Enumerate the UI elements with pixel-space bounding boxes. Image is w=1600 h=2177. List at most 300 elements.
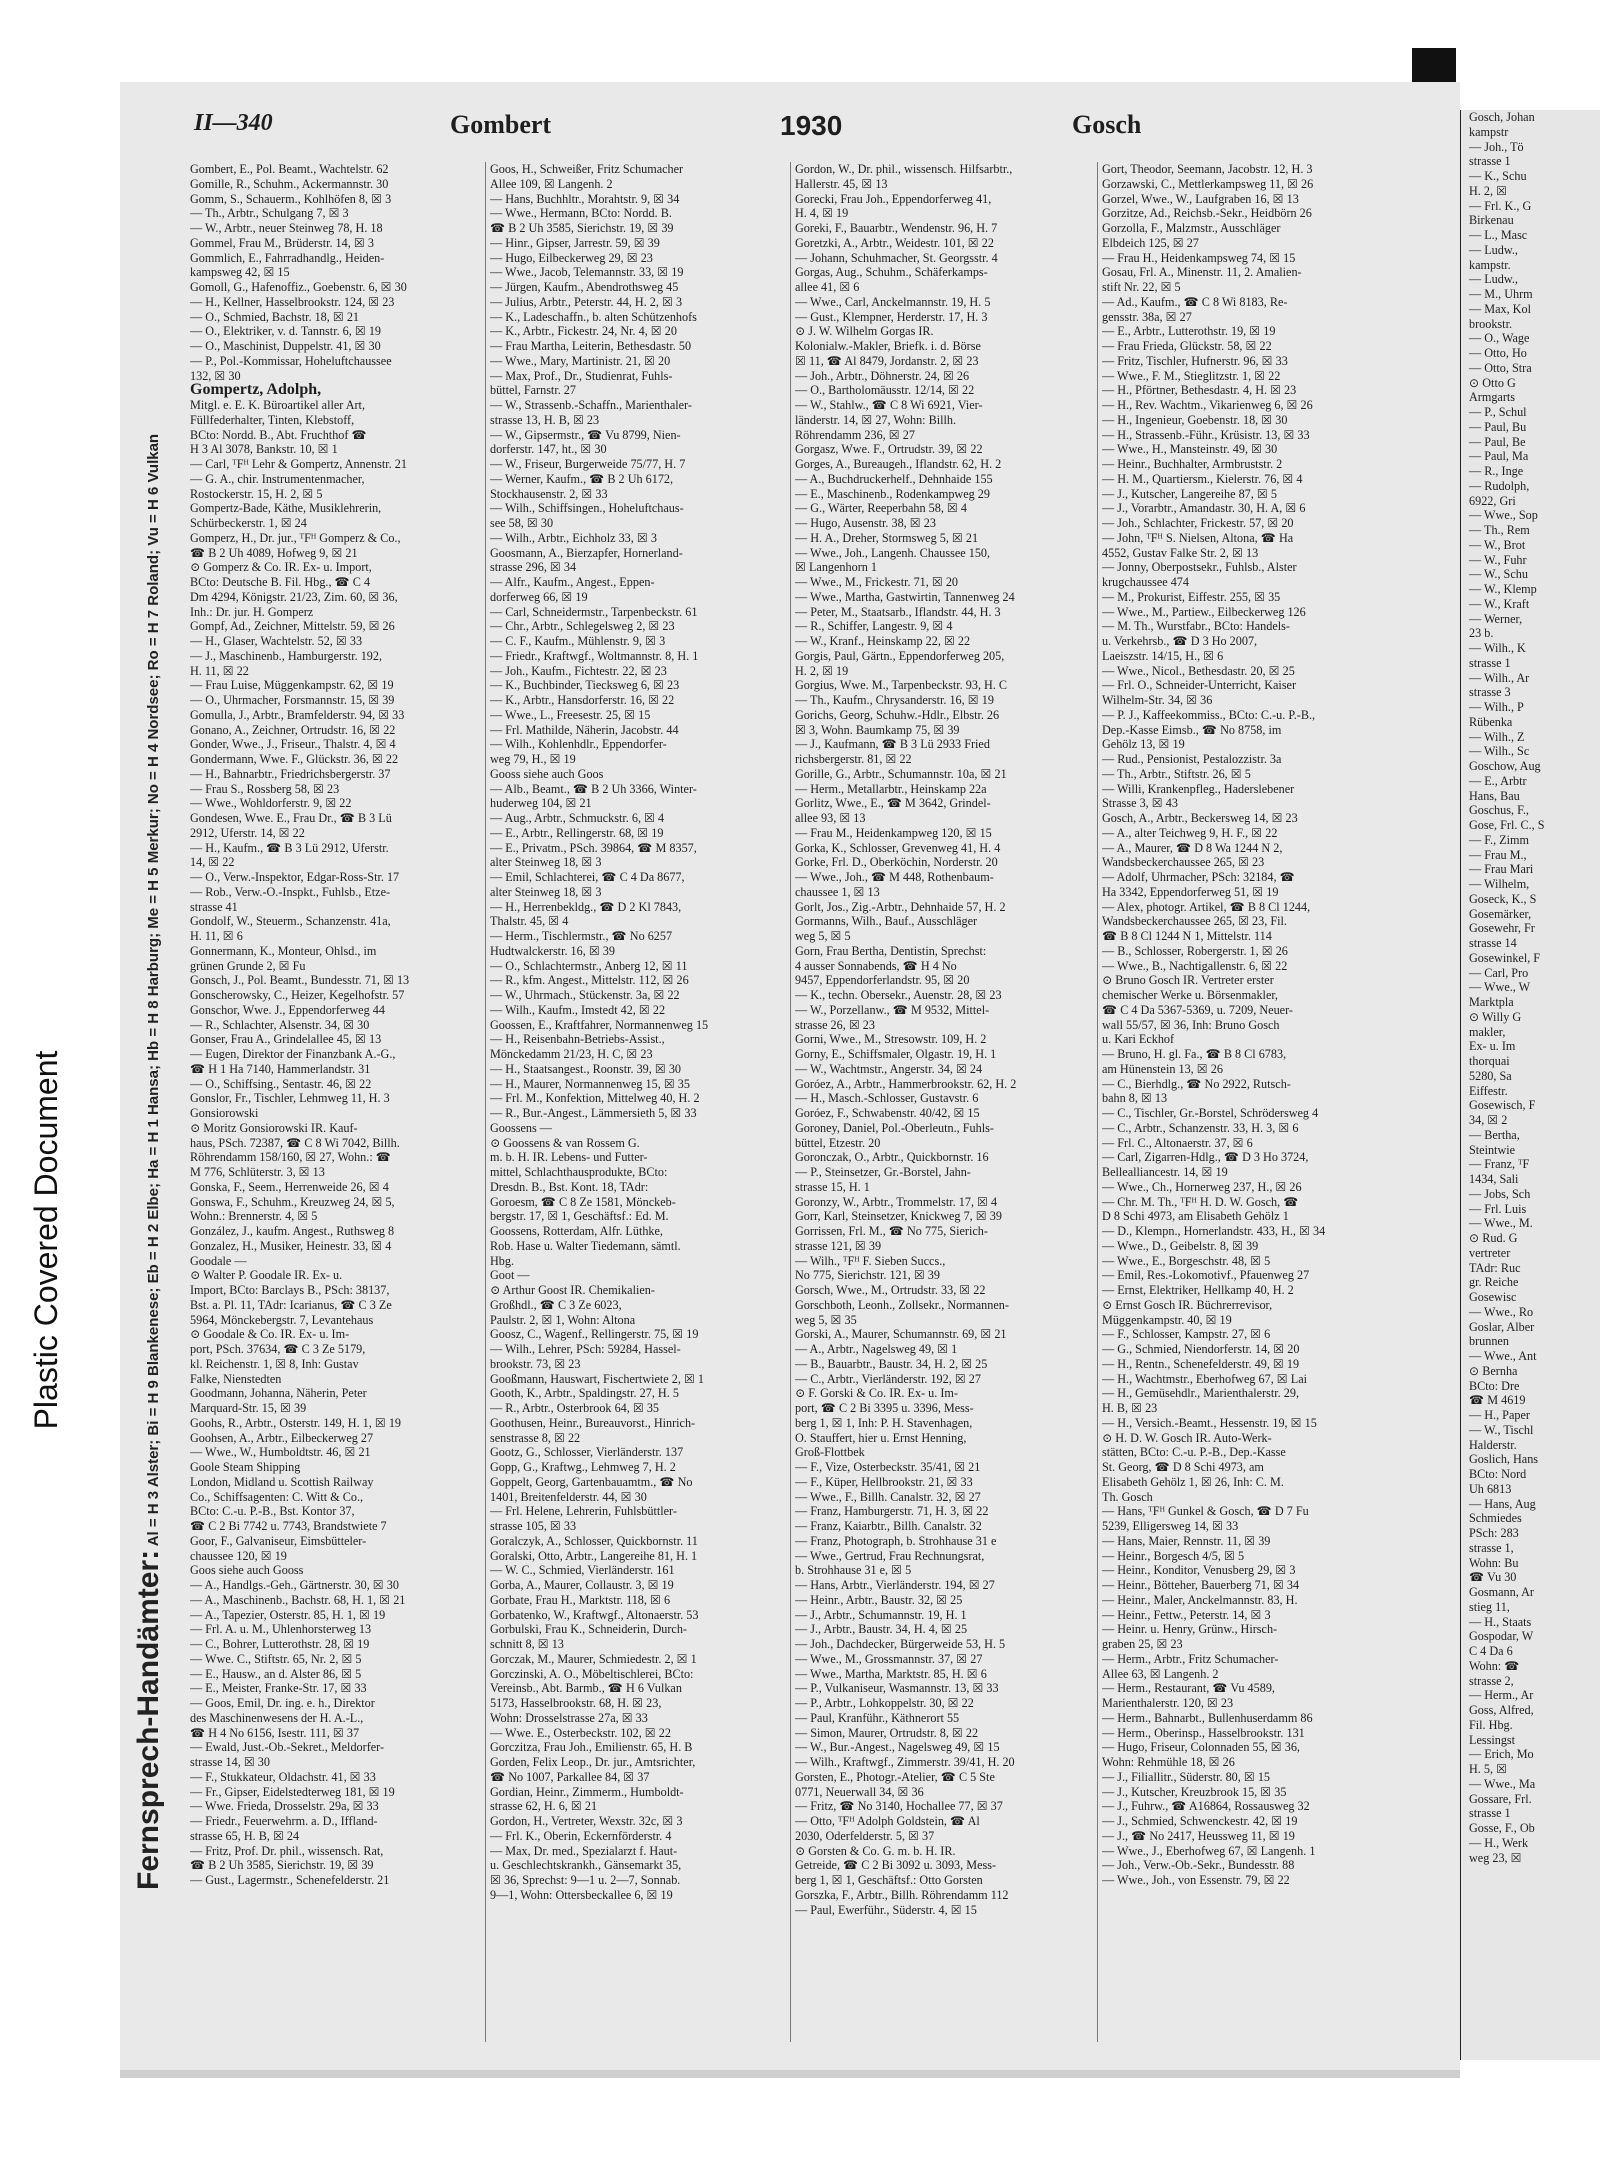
- directory-entry-line: ⊙ Moritz Gonsiorowski IR. Kauf-: [190, 1120, 358, 1135]
- directory-entry-line: — Heinr., Buchhalter, Armbruststr. 2: [1102, 457, 1283, 471]
- directory-entry-line: H. 4, ☒ 19: [795, 206, 849, 221]
- directory-entry-line: — Joh., Schlachter, Frickestr. 57, ☒ 20: [1102, 516, 1294, 530]
- adjacent-page-line: BCto: Nord: [1469, 1467, 1527, 1481]
- adjacent-page-line: 23 b.: [1469, 626, 1494, 641]
- directory-entry-line: Gondesen, Wwe. E., Frau Dr., ☎ B 3 Lü: [190, 811, 392, 825]
- directory-entry-line: länderstr. 14, ☒ 27, Wohn: Billh.: [795, 412, 957, 427]
- directory-entry-line: Bst. a. Pl. 11, TAdr: Icarianus, ☎ C 3 Ze: [190, 1297, 392, 1312]
- directory-entry-line: Gooth, K., Arbtr., Spaldingstr. 27, H. 5: [490, 1386, 679, 1401]
- page-number: II—340: [194, 110, 273, 136]
- directory-entry-line: u. Verkehrsb., ☎ D 3 Ho 2007,: [1102, 634, 1258, 648]
- directory-entry-line: Goroesm, ☎ C 8 Ze 1581, Mönckeb-: [490, 1194, 676, 1209]
- directory-entry-line: — Max, Dr. med., Spezialarzt f. Haut-: [490, 1843, 678, 1858]
- adjacent-page-line: Fil. Hbg.: [1469, 1717, 1513, 1732]
- directory-entry-line: Gooss siehe auch Goos: [490, 766, 604, 781]
- directory-entry-line: Röhrendamm 158/160, ☒ 27, Wohn.: ☎: [190, 1150, 391, 1165]
- directory-entry-line: Mitgl. e. E. K. Büroartikel aller Art,: [190, 398, 365, 412]
- adjacent-page-line: — Joh., Tö: [1469, 139, 1524, 154]
- adjacent-page-line: — Frl. Luis: [1469, 1201, 1527, 1216]
- directory-entry-line: ⊙ Gomperz & Co. IR. Ex- u. Import,: [190, 560, 372, 575]
- directory-entry-line: see 58, ☒ 30: [490, 516, 554, 530]
- directory-entry-line: — Julius, Arbtr., Peterstr. 44, H. 2, ☒ 3: [490, 294, 683, 309]
- directory-entry-line: — W., Gipsermstr., ☎ Vu 8799, Nien-: [490, 427, 681, 442]
- directory-entry-line: — Wwe., M., Grossmannstr. 37, ☒ 27: [795, 1651, 983, 1666]
- directory-entry-line: strasse 105, ☒ 33: [490, 1519, 577, 1533]
- directory-entry-line: — Aug., Arbtr., Schmuckstr. 6, ☒ 4: [490, 811, 665, 825]
- directory-entry-line: ☎ B 8 Cl 1244 N 1, Mittelstr. 114: [1102, 929, 1272, 943]
- directory-entry-line: Gorski, A., Maurer, Schumannstr. 69, ☒ 21: [795, 1327, 1007, 1342]
- directory-entry-line: Goretzki, A., Arbtr., Weidestr. 101, ☒ 22: [795, 235, 994, 250]
- directory-entry-line: Gorba, A., Maurer, Collaustr. 3, ☒ 19: [490, 1578, 674, 1592]
- adjacent-page-line: kampstr.: [1469, 257, 1511, 272]
- directory-entry-line: ☒ 3, Wohn. Baumkamp 75, ☒ 39: [795, 722, 960, 737]
- directory-entry-line: Gorille, G., Arbtr., Schumannstr. 10a, ☒ 21: [795, 766, 1007, 781]
- directory-entry-line: Gordon, H., Vertreter, Wexstr. 32c, ☒ 3: [490, 1814, 683, 1828]
- directory-entry-line: graben 25, ☒ 23: [1102, 1637, 1183, 1651]
- directory-entry-line: — Wilh., Kohlenhdlr., Eppendorfer-: [490, 737, 667, 752]
- directory-entry-line: — F., Stukkateur, Oldachstr. 41, ☒ 33: [190, 1769, 376, 1784]
- directory-entry-line: 9457, Eppendorferlandstr. 95, ☒ 20: [795, 973, 970, 988]
- directory-entry-line: 5239, Elligersweg 14, ☒ 33: [1102, 1519, 1239, 1533]
- directory-entry-line: Hudtwalckerstr. 16, ☒ 39: [490, 943, 615, 958]
- directory-entry-line: Gorr, Karl, Steinsetzer, Knickweg 7, ☒ 39: [795, 1209, 1002, 1224]
- directory-column-3: [795, 162, 1087, 2042]
- adjacent-page-line: Hans, Bau: [1469, 788, 1520, 803]
- directory-entry-line: D 8 Schi 4973, am Elisabeth Gehölz 1: [1102, 1209, 1289, 1224]
- adjacent-page-line: — Wilh., Z: [1469, 729, 1525, 744]
- directory-entry-line: 2030, Oderfelderstr. 5, ☒ 37: [795, 1828, 935, 1843]
- directory-entry-line: Goot —: [490, 1268, 530, 1283]
- directory-entry-line: — Wwe., Martha, Marktstr. 85, H. ☒ 6: [795, 1666, 987, 1681]
- adjacent-page-line: H. 2, ☒: [1469, 183, 1508, 198]
- adjacent-page-line: Goseck, K., S: [1469, 891, 1537, 906]
- directory-entry-line: Dm 4294, Königstr. 21/23, Zim. 60, ☒ 36,: [190, 589, 398, 604]
- directory-entry-line: 4552, Gustav Falke Str. 2, ☒ 13: [1102, 545, 1259, 560]
- directory-entry-line: H 3 Al 3078, Bankstr. 10, ☒ 1: [190, 442, 338, 457]
- directory-entry-line: — E., Meister, Franke-Str. 17, ☒ 33: [190, 1681, 367, 1696]
- adjacent-page-line: gr. Reiche: [1469, 1275, 1519, 1290]
- directory-entry-line: Gomperz, H., Dr. jur., ᵀFᴴ Gomperz & Co.,: [190, 530, 401, 545]
- directory-entry-line: Gonzalez, H., Musiker, Heinestr. 33, ☒ 4: [190, 1238, 392, 1253]
- directory-entry-line: — H., Herrenbekldg., ☎ D 2 Kl 7843,: [490, 899, 682, 914]
- directory-entry-line: Goronzy, W., Arbtr., Trommelstr. 17, ☒ 4: [795, 1194, 998, 1209]
- directory-entry-line: Gormanns, Wilh., Bauf., Ausschläger: [795, 914, 978, 929]
- directory-entry-line: strasse 41: [190, 899, 238, 914]
- directory-entry-line: Schürbeckerstr. 1, ☒ 24: [190, 516, 307, 530]
- directory-entry-line: — Wilh., Arbtr., Eichholz 33, ☒ 3: [490, 530, 657, 545]
- directory-entry-line: Gorbulski, Frau K., Schneiderin, Durch-: [490, 1622, 687, 1637]
- adjacent-page-line: kampstr: [1469, 124, 1509, 139]
- directory-entry-line: — H., Wachtmstr., Eberhofweg 67, ☒ Lai: [1102, 1371, 1308, 1386]
- directory-entry-line: — Herm., Oberinsp., Hasselbrookstr. 131: [1102, 1725, 1305, 1740]
- adjacent-page-line: — M., Uhrm: [1469, 287, 1533, 301]
- directory-entry-line: — Herm., Tischlermstr., ☎ No 6257: [490, 929, 673, 943]
- directory-entry-line: — Wwe., Joh., von Essenstr. 79, ☒ 22: [1102, 1873, 1290, 1887]
- adjacent-page-line: ⊙ Otto G: [1469, 375, 1516, 390]
- adjacent-page-line: — Frau Mari: [1469, 862, 1534, 877]
- directory-entry-line: Wandsbeckerchaussee 265, ☒ 23, Fil.: [1102, 914, 1287, 929]
- directory-entry-line: Mönckedamm 21/23, H. C, ☒ 23: [490, 1047, 653, 1061]
- directory-entry-line: Gorrissen, Frl. M., ☎ No 775, Sierich-: [795, 1224, 988, 1238]
- directory-entry-line: weg 79, H., ☒ 19: [490, 752, 576, 766]
- directory-entry-line: — Carl, ᵀFᴴ Lehr & Gompertz, Annenstr. 21: [190, 457, 407, 471]
- directory-entry-line: Import, BCto: Barclays B., PSch: 38137,: [190, 1283, 390, 1297]
- directory-entry-line: — O., Uhrmacher, Forsmannstr. 15, ☒ 39: [190, 693, 395, 707]
- directory-entry-line: — Heinr., Bötteher, Bauerberg 71, ☒ 34: [1102, 1578, 1300, 1592]
- directory-entry-line: Allee 109, ☒ Langenh. 2: [490, 176, 613, 191]
- directory-entry-line: — C., Tischler, Gr.-Borstel, Schrödersweg 4: [1102, 1106, 1319, 1120]
- adjacent-page-line: — Carl, Pro: [1469, 965, 1529, 980]
- directory-entry-line: — Wwe., L., Freesestr. 25, ☒ 15: [490, 707, 651, 722]
- adjacent-page-line: 5280, Sa: [1469, 1068, 1512, 1083]
- directory-entry-line: ⊙ Goossens & van Rossem G.: [490, 1135, 640, 1150]
- directory-entry-line: — A., alter Teichweg 9, H. F., ☒ 22: [1102, 825, 1278, 840]
- running-head: [120, 82, 1460, 152]
- directory-entry-line: Marquard-Str. 15, ☒ 39: [190, 1401, 307, 1415]
- directory-entry-line: 1401, Breitenfelderstr. 44, ☒ 30: [490, 1489, 647, 1504]
- directory-entry-line: Wohn.: Brennerstr. 4, ☒ 5: [190, 1209, 318, 1224]
- adjacent-page-line: — W., Brot: [1469, 537, 1526, 552]
- directory-entry-line: — P., Vulkaniseur, Wasmannstr. 13, ☒ 33: [795, 1681, 999, 1696]
- directory-entry-line: ⊙ Goodale & Co. IR. Ex- u. Im-: [190, 1327, 350, 1342]
- directory-entry-line: H. B, ☒ 23: [1102, 1401, 1158, 1415]
- adjacent-page-line: — Hans, Aug: [1469, 1496, 1536, 1511]
- directory-entry-line: Gorges, A., Bureaugeh., Iflandstr. 62, H. 2: [795, 457, 1002, 471]
- directory-entry-line: alter Steinweg 18, ☒ 3: [490, 855, 602, 870]
- directory-entry-line: Goodale —: [190, 1253, 247, 1268]
- adjacent-page-line: — Wwe., W: [1469, 980, 1531, 995]
- directory-entry-line: — Frl. C., Altonaerstr. 37, ☒ 6: [1102, 1135, 1253, 1150]
- directory-entry-line: — W., Arbtr., neuer Steinweg 78, H. 18: [190, 221, 383, 235]
- directory-entry-line: — Johann, Schuhmacher, St. Georgsstr. 4: [795, 250, 998, 265]
- directory-entry-line: — W., Uhrmach., Stückenstr. 3a, ☒ 22: [490, 988, 680, 1002]
- directory-entry-line: Gopp, G., Kraftwg., Lehmweg 7, H. 2: [490, 1460, 676, 1474]
- directory-entry-line: Rob. Hase u. Walter Tiedemann, sämtl.: [490, 1238, 681, 1253]
- directory-entry-line: Goole Steam Shipping: [190, 1460, 301, 1474]
- directory-entry-line: — J., Kaufmann, ☎ B 3 Lü 2933 Fried: [795, 737, 990, 752]
- adjacent-page-line: — L., Masc: [1469, 228, 1528, 242]
- adjacent-page-line: Goss, Alfred,: [1469, 1703, 1534, 1717]
- adjacent-page-line: — P., Schul: [1469, 405, 1527, 419]
- directory-entry-line: — Willi, Krankenpfleg., Haderslebener: [1102, 781, 1295, 796]
- guide-word-left: Gombert: [450, 110, 552, 139]
- directory-entry-line: ☎ B 2 Uh 4089, Hofweg 9, ☒ 21: [190, 545, 358, 560]
- directory-entry-line: — Wwe., Wohldorferstr. 9, ☒ 22: [190, 796, 352, 811]
- directory-entry-line: ⊙ Walter P. Goodale IR. Ex- u.: [190, 1268, 343, 1283]
- adjacent-page-line: strasse 1: [1469, 154, 1511, 169]
- directory-entry-line: — Eugen, Direktor der Finanzbank A.-G.,: [190, 1047, 396, 1061]
- adjacent-page-line: — H., Staats: [1469, 1614, 1532, 1629]
- guide-word-right: Gosch: [1072, 110, 1142, 139]
- directory-entry-line: krugchaussee 474: [1102, 575, 1189, 589]
- directory-entry-line: Strasse 3, ☒ 43: [1102, 796, 1178, 811]
- directory-entry-line: — H., Maurer, Normannenweg 15, ☒ 35: [490, 1076, 690, 1091]
- adjacent-page-line: — H., Werk: [1469, 1835, 1529, 1850]
- directory-entry-line: — O., Schiffsing., Sentastr. 46, ☒ 22: [190, 1076, 372, 1091]
- directory-entry-line: — W., Porzellanw., ☎ M 9532, Mittel-: [795, 1002, 990, 1017]
- adjacent-page-line: Gospodar, W: [1469, 1629, 1534, 1644]
- adjacent-page-line: PSch: 283: [1469, 1526, 1519, 1540]
- directory-entry-line: strasse 65, H. B, ☒ 24: [190, 1828, 300, 1843]
- adjacent-page-line: — Otto, Ho: [1469, 346, 1527, 360]
- directory-entry-line: — Rob., Verw.-O.-Inspkt., Fuhlsb., Etze-: [190, 884, 391, 899]
- adjacent-page-line: Birkenau: [1469, 213, 1514, 228]
- directory-entry-line: Goohsen, A., Arbtr., Eilbeckerweg 27: [190, 1430, 374, 1445]
- directory-entry-line: — Wwe., F. M., Stieglitzstr. 1, ☒ 22: [1102, 368, 1281, 383]
- directory-entry-line: No 775, Sierichstr. 121, ☒ 39: [795, 1268, 940, 1283]
- directory-entry-line: — John, ᵀFᴴ S. Nielsen, Altona, ☎ Ha: [1102, 530, 1294, 545]
- adjacent-page-line: ☎ Vu 30: [1469, 1570, 1517, 1585]
- directory-entry-line: — Peter, M., Staatsarb., Iflandstr. 44, H. 3: [795, 604, 1001, 619]
- directory-entry-line: — Heinr., Maler, Anckelmannstr. 83, H.: [1102, 1592, 1298, 1607]
- adjacent-page-line: — H., Paper: [1469, 1408, 1530, 1422]
- directory-entry-line: Th. Gosch: [1102, 1489, 1153, 1504]
- directory-entry-line: Gorke, Frl. D., Oberköchin, Norderstr. 20: [795, 855, 998, 870]
- directory-entry-line: — K., Arbtr., Hansdorferstr. 16, ☒ 22: [490, 693, 675, 707]
- directory-entry-line: — Chr. M. Th., ᵀFᴴ H. D. W. Gosch, ☎: [1102, 1194, 1299, 1209]
- directory-entry-line: — Wilh., Schiffsingen., Hoheluftchaus-: [490, 501, 684, 516]
- directory-entry-line: — G., Wärter, Reeperbahn 58, ☒ 4: [795, 501, 967, 516]
- directory-entry-line: Gonswa, F., Schuhm., Kreuzweg 24, ☒ 5,: [190, 1194, 395, 1209]
- directory-entry-line: — K., Arbtr., Fickestr. 24, Nr. 4, ☒ 20: [490, 324, 677, 339]
- adjacent-page-line: — F., Zimm: [1469, 832, 1529, 847]
- directory-entry-line: O. Stauffert, hier u. Ernst Henning,: [795, 1430, 967, 1445]
- directory-page: [120, 82, 1460, 2070]
- directory-entry-line: — Frau Martha, Leiterin, Bethesdastr. 50: [490, 339, 692, 353]
- adjacent-page-line: Goschow, Aug: [1469, 759, 1541, 773]
- directory-entry-line: — Wilh., Lehrer, PSch: 59284, Hassel-: [490, 1342, 681, 1356]
- directory-entry-line: — Wwe., H., Mansteinstr. 49, ☒ 30: [1102, 442, 1278, 457]
- directory-entry-line: — W., Friseur, Burgerweide 75/77, H. 7: [490, 457, 686, 471]
- directory-entry-line: Goppelt, Georg, Gartenbauamtm., ☎ No: [490, 1474, 693, 1489]
- directory-entry-line: — J., Arbtr., Schumannstr. 19, H. 1: [795, 1607, 967, 1622]
- directory-entry-line: — Franz, Kaiarbtr., Billh. Canalstr. 32: [795, 1519, 982, 1533]
- directory-entry-line: — Herm., Restaurant, ☎ Vu 4589,: [1102, 1681, 1275, 1696]
- directory-entry-line: Gooßmann, Hauswart, Fischertwiete 2, ☒ 1: [490, 1371, 705, 1386]
- directory-entry-line: — F., Schlosser, Kampstr. 27, ☒ 6: [1102, 1327, 1271, 1342]
- directory-entry-line: weg 5, ☒ 35: [795, 1312, 857, 1327]
- directory-entry-line: — E., Privatm., PSch. 39864, ☎ M 8357,: [490, 840, 697, 855]
- directory-entry-line: — Th., Arbtr., Stiftstr. 26, ☒ 5: [1102, 766, 1251, 781]
- directory-entry-line: ⊙ H. D. W. Gosch IR. Auto-Werk-: [1102, 1430, 1272, 1445]
- directory-entry-line: — W., Stahlw., ☎ C 8 Wi 6921, Vier-: [795, 398, 983, 412]
- directory-entry-line: u. Geschlechtskrankh., Gänsemarkt 35,: [490, 1858, 682, 1873]
- adjacent-page-line: — Wilhelm,: [1469, 877, 1530, 891]
- directory-entry-line: — W. C., Schmied, Vierländerstr. 161: [490, 1563, 675, 1578]
- adjacent-page-line: TAdr: Ruc: [1469, 1260, 1521, 1275]
- adjacent-page-line: Gosch, Johan: [1469, 110, 1535, 124]
- directory-entry-line: — Alex, photogr. Artikel, ☎ B 8 Cl 1244,: [1102, 899, 1311, 914]
- directory-entry-line: — C. F., Kaufm., Mühlenstr. 9, ☒ 3: [490, 634, 666, 648]
- adjacent-page-line: Gosewisch, F: [1469, 1098, 1536, 1113]
- directory-entry-line: Hbg.: [490, 1253, 515, 1268]
- directory-entry-line: Gorlt, Jos., Zig.-Arbtr., Dehnhaide 57, H. 2: [795, 899, 1006, 914]
- directory-entry-line: — Ad., Kaufm., ☎ C 8 Wi 8183, Re-: [1102, 294, 1288, 309]
- directory-entry-line: Dresdn. B., Bst. Kont. 18, TAdr:: [490, 1179, 649, 1194]
- column-divider: [485, 162, 486, 2042]
- directory-entry-line: Gonnermann, K., Monteur, Ohlsd., im: [190, 943, 377, 958]
- adjacent-page-line: — Herm., Ar: [1469, 1688, 1534, 1703]
- adjacent-page-line: — Wwe., Ant: [1469, 1349, 1537, 1363]
- directory-entry-line: Gorichs, Georg, Schuhw.-Hdlr., Elbstr. 26: [795, 707, 1000, 722]
- directory-entry-line: Gorn, Frau Bertha, Dentistin, Sprechst:: [795, 943, 987, 958]
- adjacent-page-line: Armgarts: [1469, 390, 1516, 405]
- directory-entry-line: — W., Strassenb.-Schaffn., Marienthaler-: [490, 398, 692, 412]
- adjacent-page-line: strasse 1: [1469, 1806, 1511, 1821]
- directory-entry-line: BCto: Deutsche B. Fil. Hbg., ☎ C 4: [190, 575, 371, 589]
- directory-entry-line: — R., Schiffer, Langestr. 9, ☒ 4: [795, 619, 953, 634]
- exchange-legend-text: Al = H 3 Alster; Bi = H 9 Blankenese; Eb = H 2 Elbe; Ha = H 1 Hansa; Hb = H 8 Harburg; Me = H 5 Merkur; No = H 4 Nordsee; Ro = H 7 Roland; Vu = H 6 Vulkan: [145, 433, 162, 1547]
- adjacent-page-line: — Ludw.,: [1469, 272, 1518, 287]
- adjacent-page-line: Gosse, F., Ob: [1469, 1821, 1535, 1835]
- directory-entry-line: — Rud., Pensionist, Pestalozzistr. 3a: [1102, 752, 1282, 766]
- directory-entry-line: — Wwe., Jacob, Telemannstr. 33, ☒ 19: [490, 265, 684, 280]
- directory-entry-line: — Hinr., Gipser, Jarrestr. 59, ☒ 39: [490, 235, 660, 250]
- directory-entry-line: ☎ H 4 No 6156, Isestr. 111, ☒ 37: [190, 1725, 360, 1740]
- directory-entry-line: Gorden, Felix Leop., Dr. jur., Amtsrichter,: [490, 1755, 696, 1769]
- directory-entry-line: — E., Arbtr., Rellingerstr. 68, ☒ 19: [490, 825, 664, 840]
- plastic-covered-label: [28, 1050, 68, 1430]
- directory-entry-line: des Maschinenwesens der H. A.-L.,: [190, 1710, 364, 1725]
- directory-entry-line: Stockhausenstr. 2, ☒ 33: [490, 486, 608, 501]
- directory-entry-line: — Hans, Maier, Rennstr. 11, ☒ 39: [1102, 1533, 1271, 1548]
- directory-entry-line: kl. Reichenstr. 1, ☒ 8, Inh: Gustav: [190, 1356, 359, 1371]
- directory-entry-line: — Franz, Hamburgerstr. 71, H. 3, ☒ 22: [795, 1504, 989, 1519]
- directory-entry-line: — Heinr. u. Henry, Grünw., Hirsch-: [1102, 1622, 1278, 1637]
- directory-entry-line: — Wwe., Nicol., Bethesdastr. 20, ☒ 25: [1102, 663, 1295, 678]
- directory-entry-line: Gomm, S., Schauerm., Kohlhöfen 8, ☒ 3: [190, 191, 392, 206]
- directory-entry-line: — Wwe., Carl, Anckelmannstr. 19, H. 5: [795, 294, 991, 309]
- directory-entry-line: Goroney, Daniel, Pol.-Oberleutn., Fuhls-: [795, 1120, 994, 1135]
- directory-entry-line: — Gust., Klempner, Herderstr. 17, H. 3: [795, 309, 988, 324]
- directory-entry-line: Gorbatenko, W., Kraftwgf., Altonaerstr. 53: [490, 1607, 699, 1622]
- adjacent-page-line: — W., Kraft: [1469, 596, 1530, 611]
- directory-entry-line: ☎ C 4 Da 5367-5369, u. 7209, Neuer-: [1102, 1002, 1293, 1017]
- directory-entry-line: — Fritz, Prof. Dr. phil., wissensch. Rat,: [190, 1843, 384, 1858]
- directory-entry-line: — M. Th., Wurstfabr., BCto: Handels-: [1102, 619, 1290, 634]
- directory-entry-line: — Jürgen, Kaufm., Abendrothsweg 45: [490, 280, 679, 294]
- adjacent-page-line: Gosewisc: [1469, 1290, 1517, 1304]
- directory-entry-line: — Wwe., Martha, Gastwirtin, Tannenweg 24: [795, 589, 1015, 604]
- directory-entry-line: grünen Grunde 2, ☒ Fu: [190, 958, 306, 973]
- directory-entry-line: — Joh., Kaufm., Fichtestr. 22, ☒ 23: [490, 663, 667, 678]
- directory-entry-line: chaussee 120, ☒ 19: [190, 1548, 287, 1563]
- directory-entry-line: — Hans, Arbtr., Vierländerstr. 194, ☒ 27: [795, 1578, 995, 1592]
- adjacent-page-line: BCto: Dre: [1469, 1378, 1520, 1393]
- directory-entry-line: — Wwe., Gertrud, Frau Rechnungsrat,: [795, 1548, 985, 1563]
- directory-entry-line: — B., Bauarbtr., Baustr. 34, H. 2, ☒ 25: [795, 1356, 988, 1371]
- directory-entry-line: H. 11, ☒ 22: [190, 663, 249, 678]
- directory-entry-line: ⊙ F. Gorski & Co. IR. Ex- u. Im-: [795, 1386, 958, 1401]
- directory-entry-line: Gonsiorowski: [190, 1106, 259, 1120]
- directory-entry-line: — Wwe., M., Frickestr. 71, ☒ 20: [795, 575, 959, 589]
- adjacent-page-line: Schmiedes: [1469, 1511, 1522, 1526]
- directory-entry-line: Müggenkampstr. 40, ☒ 19: [1102, 1312, 1232, 1327]
- directory-entry-line: — Herm., Arbtr., Fritz Schumacher-: [1102, 1651, 1279, 1666]
- directory-entry-line: Gompertz-Bade, Käthe, Musiklehrerin,: [190, 501, 382, 516]
- directory-entry-line: Gomulla, J., Arbtr., Bramfelderstr. 94, ☒ 33: [190, 707, 405, 722]
- directory-entry-line: — Paul, Kranführ., Käthnerort 55: [795, 1710, 960, 1725]
- directory-entry-line: — Joh., Arbtr., Döhnerstr. 24, ☒ 26: [795, 368, 970, 383]
- directory-entry-line: Gonska, F., Seem., Herrenweide 26, ☒ 4: [190, 1179, 389, 1194]
- directory-entry-line: St. Georg, ☎ D 8 Schi 4973, am: [1102, 1460, 1264, 1474]
- directory-entry-line: strasse 121, ☒ 39: [795, 1238, 882, 1253]
- directory-entry-line: Gort, Theodor, Seemann, Jacobstr. 12, H. 3: [1102, 162, 1313, 176]
- directory-entry-line: richsbergerstr. 81, ☒ 22: [795, 752, 912, 766]
- directory-entry-line: — Alb., Beamt., ☎ B 2 Uh 3366, Winter-: [490, 781, 697, 796]
- directory-entry-line: — G., Schmied, Niendorferstr. 14, ☒ 20: [1102, 1342, 1300, 1356]
- directory-entry-line: — Adolf, Uhrmacher, PSch: 32184, ☎: [1102, 870, 1295, 884]
- adjacent-page-line: — Erich, Mo: [1469, 1747, 1534, 1762]
- directory-entry-line: ☒ 36, Sprechst: 9—1 u. 2—7, Sonnab.: [490, 1873, 681, 1887]
- adjacent-page-line: — Rudolph,: [1469, 478, 1530, 493]
- directory-entry-line: Goosz, C., Wagenf., Rellingerstr. 75, ☒ 19: [490, 1327, 699, 1342]
- directory-entry-line: chemischer Werke u. Börsenmakler,: [1102, 988, 1278, 1002]
- directory-entry-line: Gorbate, Frau H., Marktstr. 118, ☒ 6: [490, 1592, 671, 1607]
- directory-entry-line: strasse 14, ☒ 30: [190, 1755, 270, 1769]
- directory-entry-line: port, PSch. 37634, ☎ C 3 Ze 5179,: [190, 1342, 366, 1356]
- directory-entry-line: — Frl. K., Oberin, Eckernförderstr. 4: [490, 1828, 672, 1843]
- adjacent-page-line: — Frl. K., G: [1469, 198, 1532, 213]
- directory-entry-line: — H., Bahnarbtr., Friedrichsbergerstr. 37: [190, 766, 391, 781]
- adjacent-page-line: strasse 1: [1469, 655, 1511, 670]
- directory-entry-line: — Wwe., D., Geibelstr. 8, ☒ 39: [1102, 1238, 1259, 1253]
- directory-entry-line: ☎ C 2 Bi 7742 u. 7743, Brandstwiete 7: [190, 1519, 387, 1533]
- directory-entry-line: huderweg 104, ☒ 21: [490, 796, 592, 811]
- directory-entry-line: Gorgis, Paul, Gärtn., Eppendorferweg 205,: [795, 648, 1005, 663]
- directory-entry-line: Wohn: Drosselstrasse 27a, ☒ 33: [490, 1710, 648, 1725]
- directory-entry-line: büttel, Etzestr. 20: [795, 1135, 881, 1150]
- directory-entry-line: — H., Ingenieur, Goebenstr. 18, ☒ 30: [1102, 412, 1288, 427]
- directory-entry-line: Gorka, K., Schlosser, Grevenweg 41, H. 4: [795, 840, 1001, 855]
- directory-entry-line: — W., Wachtmstr., Angerstr. 34, ☒ 24: [795, 1061, 983, 1076]
- directory-entry-line: — Goos, Emil, Dr. ing. e. h., Direktor: [190, 1696, 375, 1710]
- directory-entry-line: — R., Schlachter, Alsenstr. 34, ☒ 30: [190, 1017, 370, 1032]
- directory-entry-line: Co., Schiffsagenten: C. Witt & Co.,: [190, 1489, 364, 1504]
- adjacent-page-line: — Bertha,: [1469, 1127, 1520, 1142]
- directory-entry-line: BCto: C.-u. P.-B., Bst. Kontor 37,: [190, 1504, 355, 1519]
- directory-entry-line: — R., kfm. Angest., Mittelstr. 112, ☒ 26: [490, 973, 689, 988]
- directory-entry-line: Gombert, E., Pol. Beamt., Wachtelstr. 62: [190, 162, 389, 176]
- directory-entry-line: Gorczak, M., Maurer, Schmiedestr. 2, ☒ 1: [490, 1651, 697, 1666]
- directory-entry-line: — Frl. Mathilde, Näherin, Jacobstr. 44: [490, 722, 679, 737]
- directory-entry-line: Gorni, Wwe., M., Stresowstr. 109, H. 2: [795, 1032, 987, 1047]
- adjacent-page-line: Marktpla: [1469, 995, 1514, 1009]
- adjacent-page-line: ⊙ Bernha: [1469, 1363, 1518, 1378]
- adjacent-page-line: H. 5, ☒: [1469, 1762, 1508, 1776]
- column-divider: [1097, 162, 1098, 2042]
- directory-entry-line: strasse 15, H. 1: [795, 1179, 870, 1194]
- page-edge-shadow: [120, 2070, 1460, 2078]
- directory-entry-line: Wilhelm-Str. 34, ☒ 36: [1102, 693, 1213, 707]
- adjacent-page-line: — R., Inge: [1469, 464, 1524, 478]
- directory-entry-line: schnitt 8, ☒ 13: [490, 1637, 564, 1651]
- directory-entry-line: Groß-Flottbek: [795, 1445, 865, 1460]
- directory-entry-line: — Jonny, Oberpostsekr., Fuhlsb., Alster: [1102, 560, 1297, 575]
- adjacent-page-line: stieg 11,: [1469, 1599, 1510, 1614]
- directory-entry-line: Paulstr. 2, ☒ 1, Wohn: Altona: [490, 1312, 636, 1327]
- directory-entry-line: — Wwe., Ch., Hornerweg 237, H., ☒ 26: [1102, 1179, 1302, 1194]
- directory-entry-line: Gorny, E., Schiffsmaler, Olgastr. 19, H. 1: [795, 1047, 997, 1061]
- directory-entry-line: — Fritz, Tischler, Hufnerstr. 96, ☒ 33: [1102, 353, 1288, 368]
- directory-entry-line: González, J., kaufm. Angest., Ruthsweg 8: [190, 1224, 395, 1238]
- directory-entry-line: — J., Fuhrw., ☎ A16864, Rossausweg 32: [1102, 1799, 1310, 1814]
- directory-entry-line: — Frl. M., Konfektion, Mittelweg 40, H. 2: [490, 1091, 700, 1106]
- directory-entry-line: — Herm., Metallarbtr., Heinskamp 22a: [795, 781, 987, 796]
- directory-entry-line: BCto: Nordd. B., Abt. Fruchthof ☎: [190, 427, 367, 442]
- directory-entry-line: — J., Kutscher, Kreuzbrook 15, ☒ 35: [1102, 1784, 1287, 1799]
- directory-entry-line: — Friedr., Kraftwgf., Woltmannstr. 8, H. 1: [490, 648, 699, 663]
